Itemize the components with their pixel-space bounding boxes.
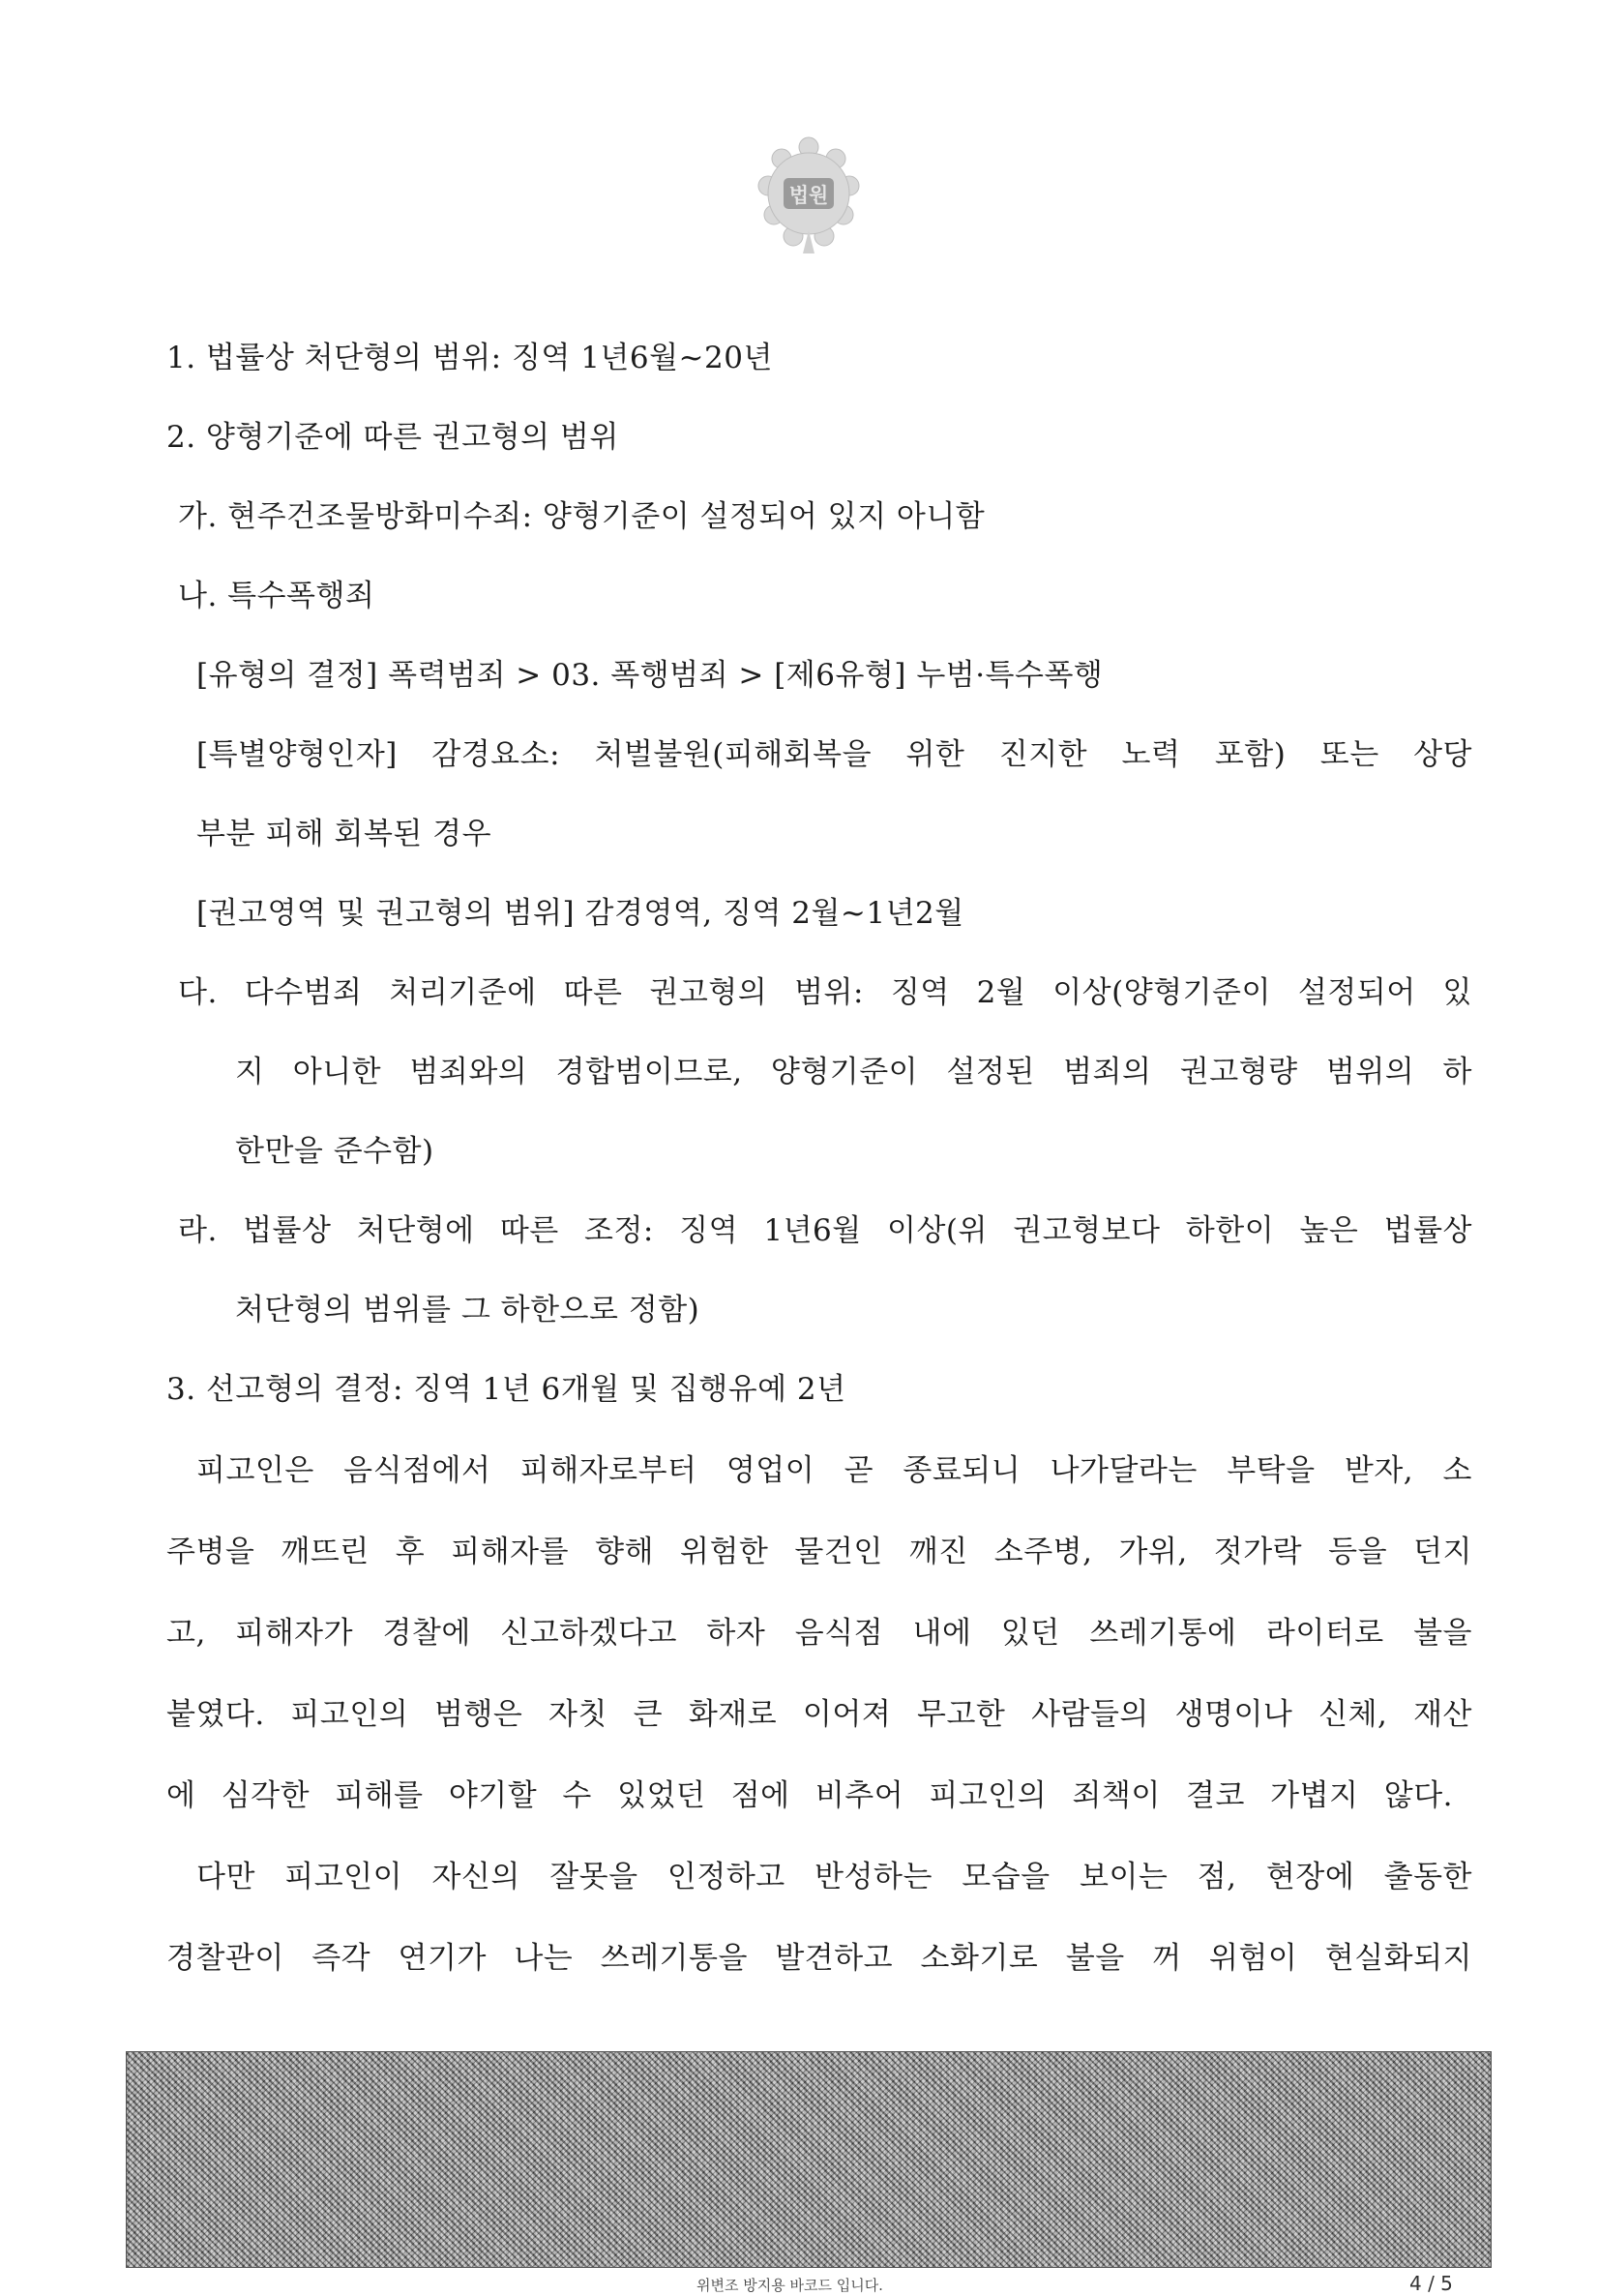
text-line-4: 나. 특수폭행죄 — [178, 579, 375, 613]
barcode-caption: 위변조 방지용 바코드 입니다. — [696, 2277, 883, 2294]
text-line-12: 라. 법률상 처단형에 따른 조정: 징역 1년6월 이상(위 권고형보다 하한이 높은 법률상 — [178, 1213, 1472, 1248]
text-line-3: 가. 현주건조물방화미수죄: 양형기준이 설정되어 있지 아니함 — [178, 499, 986, 534]
text-line-14: 3. 선고형의 결정: 징역 1년 6개월 및 집행유예 2년 — [166, 1372, 846, 1407]
text-line-7: 부분 피해 회복된 경우 — [196, 817, 492, 851]
text-line-20: 다만 피고인이 자신의 잘못을 인정하고 반성하는 모습을 보이는 점, 현장에 출동한 — [196, 1860, 1472, 1894]
text-line-1: 1. 법률상 처단형의 범위: 징역 1년6월~20년 — [166, 341, 773, 375]
text-line-19: 에 심각한 피해를 야기할 수 있었던 점에 비추어 피고인의 죄책이 결코 가볍지 않다. — [166, 1778, 1453, 1813]
text-line-2: 2. 양형기준에 따른 권고형의 범위 — [166, 420, 619, 455]
text-line-6: [특별양형인자] 감경요소: 처벌불원(피해회복을 위한 진지한 노력 포함) 또는 상당 — [196, 737, 1472, 772]
page-number: 4 / 5 — [1409, 2272, 1453, 2295]
court-emblem — [751, 134, 867, 259]
court-emblem-icon — [751, 134, 867, 259]
text-line-8: [권고영역 및 권고형의 범위] 감경영역, 징역 2월~1년2월 — [196, 896, 964, 931]
text-line-16: 주병을 깨뜨린 후 피해자를 향해 위험한 물건인 깨진 소주병, 가위, 젓가락 등을 던지 — [166, 1535, 1472, 1569]
text-line-10: 지 아니한 범죄와의 경합범이므로, 양형기준이 설정된 범죄의 권고형량 범위의 하 — [235, 1055, 1472, 1089]
text-line-13: 처단형의 범위를 그 하한으로 정함) — [235, 1293, 700, 1327]
text-line-18: 붙였다. 피고인의 범행은 자칫 큰 화재로 이어져 무고한 사람들의 생명이나 신체, 재산 — [166, 1697, 1472, 1732]
text-line-11: 한만을 준수함) — [235, 1134, 434, 1169]
svg-text:법원: 법원 — [788, 184, 829, 207]
text-line-9: 다. 다수범죄 처리기준에 따른 권고형의 범위: 징역 2월 이상(양형기준이 설정되어 있 — [178, 975, 1472, 1010]
text-line-15: 피고인은 음식점에서 피해자로부터 영업이 곧 종료되니 나가달라는 부탁을 받자, 소 — [196, 1453, 1472, 1488]
text-line-17: 고, 피해자가 경찰에 신고하겠다고 하자 음식점 내에 있던 쓰레기통에 라이터로 불을 — [166, 1616, 1472, 1651]
text-line-21: 경찰관이 즉각 연기가 나는 쓰레기통을 발견하고 소화기로 불을 꺼 위험이 현실화되지 — [166, 1941, 1472, 1976]
text-line-5: [유형의 결정] 폭력범죄 > 03. 폭행범죄 > [제6유형] 누범·특수폭행 — [196, 658, 1104, 693]
anti-forgery-barcode — [126, 2051, 1492, 2268]
